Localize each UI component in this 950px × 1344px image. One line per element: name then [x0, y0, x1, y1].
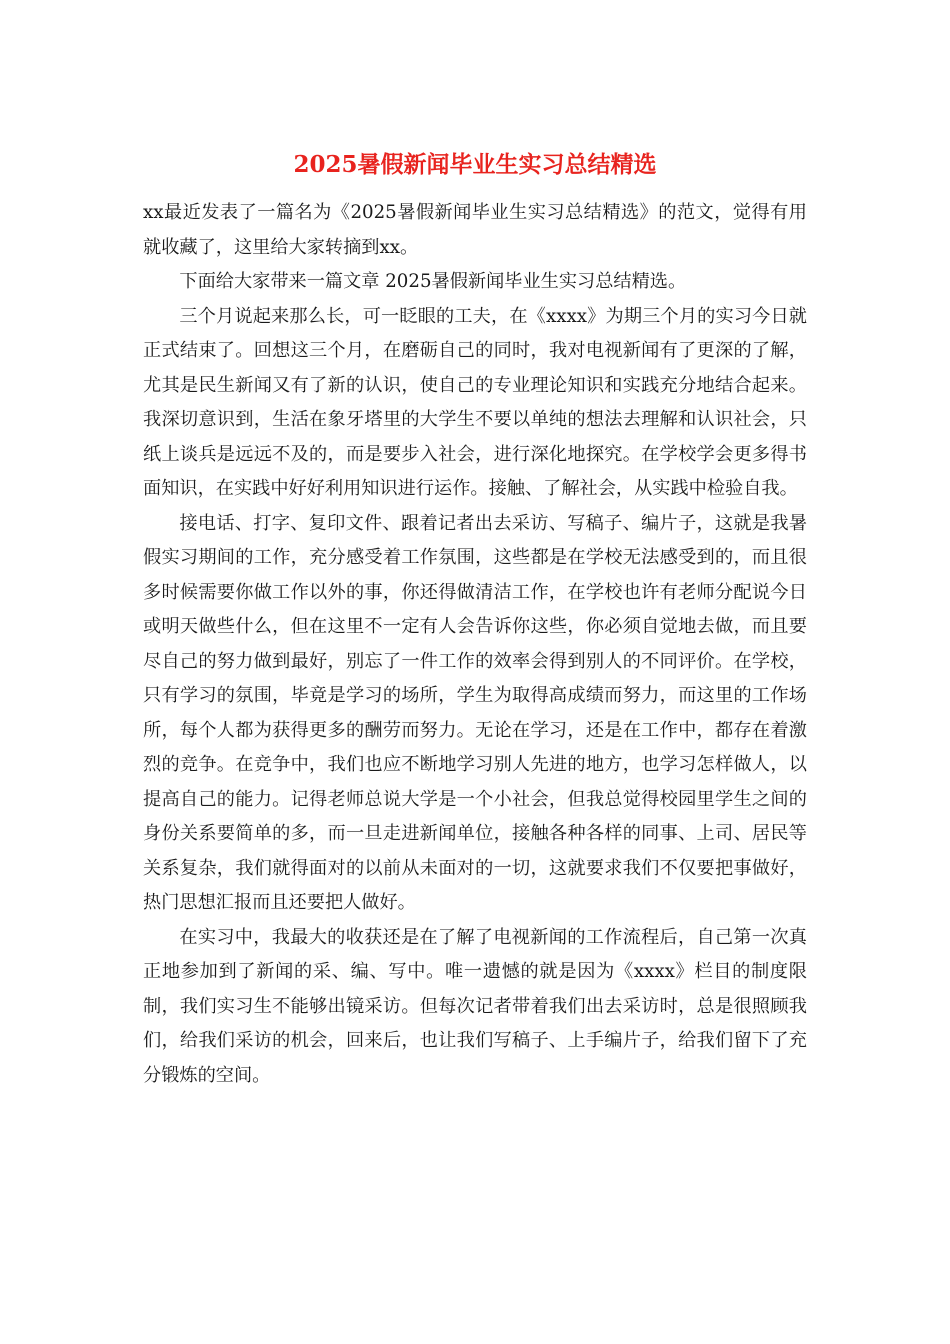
document-body [143, 196, 807, 1093]
paragraph-three-months: 三个月说起来那么长，可一眨眼的工夫，在《xxxx》为期三个月的实习今日就正式结束了。回想这三个月，在磨砺自己的同时，我对电视新闻有了更深的了解，尤其是民生新闻又有了新的认识，使自己的专业理论知识和实践充分地结合起来。我深切意识到，生活在象牙塔里的大学生不要以单纯的想法去理解和认识社会，只纸上谈兵是远远不及的，而是要步入社会，进行深化地探究。在学校学会更多得书面知识，在实践中好好利用知识进行运作。接触、了解社会，从实践中检验自我。 [143, 305, 807, 499]
paragraph-lead: 下面给大家带来一篇文章 2025暑假新闻毕业生实习总结精选。 [179, 271, 687, 292]
paragraph-biggest-gain: 在实习中，我最大的收获还是在了解了电视新闻的工作流程后，自己第一次真正地参加到了新闻的采、编、写中。唯一遗憾的就是因为《xxxx》栏目的制度限制，我们实习生不能够出镜采访。但每次记者带着我们出去采访时，总是很照顾我们，给我们采访的机会，回来后，也让我们写稿子、上手编片子，给我们留下了充分锻炼的空间。 [143, 926, 807, 1086]
document-title: 2025暑假新闻毕业生实习总结精选 [293, 151, 657, 178]
paragraph-daily-work: 接电话、打字、复印文件、跟着记者出去采访、写稿子、编片子，这就是我暑假实习期间的工作，充分感受着工作氛围，这些都是在学校无法感受到的，而且很多时候需要你做工作以外的事，你还得做清洁工作，在学校也许有老师分配说今日或明天做些什么，但在这里不一定有人会告诉你这些，你必须自觉地去做，而且要尽自己的努力做到最好，别忘了一件工作的效率会得到别人的不同评价。在学校，只有学习的氛围，毕竟是学习的场所，学生为取得高成绩而努力，而这里的工作场所，每个人都为获得更多的酬劳而努力。无论在学习，还是在工作中，都存在着激烈的竞争。在竞争中，我们也应不断地学习别人先进的地方，也学习怎样做人，以提高自己的能力。记得老师总说大学是一个小社会，但我总觉得校园里学生之间的身份关系要简单的多，而一旦走进新闻单位，接触各种各样的同事、上司、居民等关系复杂，我们就得面对的以前从未面对的一切，这就要求我们不仅要把事做好，热门思想汇报而且还要把人做好。 [143, 512, 807, 913]
paragraph-intro: xx最近发表了一篇名为《2025暑假新闻毕业生实习总结精选》的范文，觉得有用就收藏了，这里给大家转摘到xx。 [143, 202, 807, 258]
